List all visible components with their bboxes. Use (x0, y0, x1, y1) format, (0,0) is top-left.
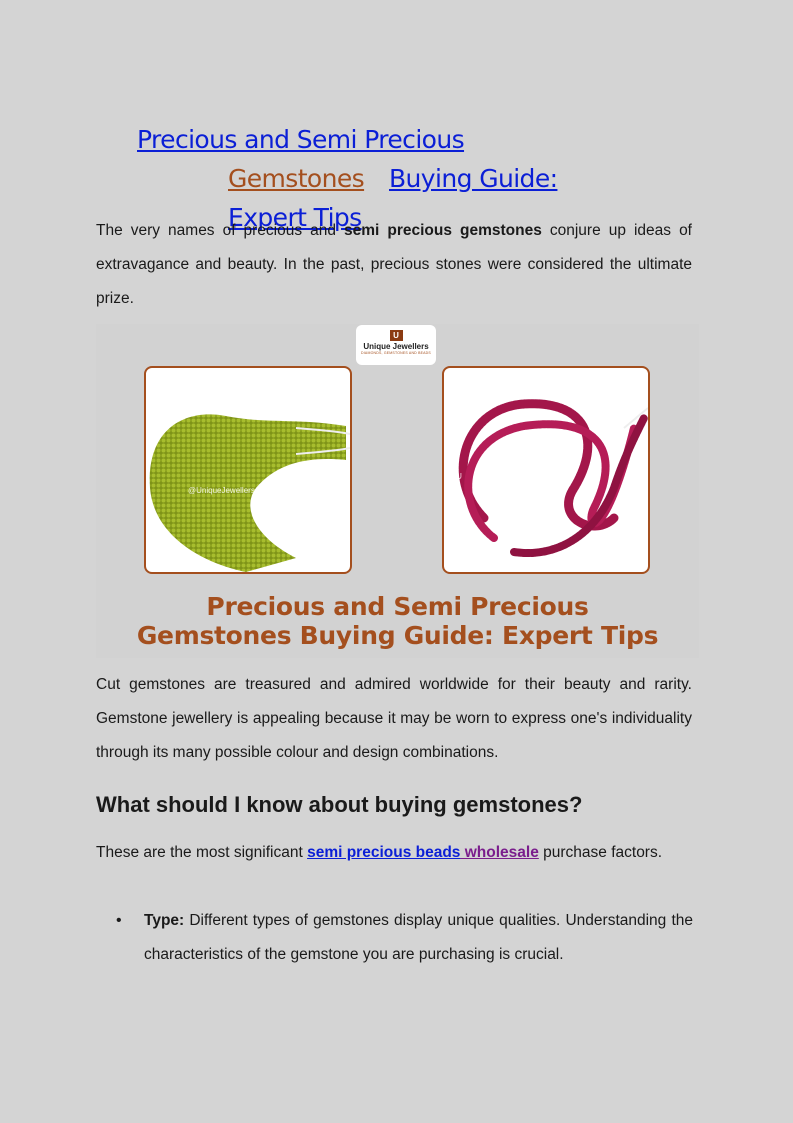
photo-watermark-right: @U (448, 472, 462, 481)
banner-title (96, 592, 699, 650)
photo-watermark-left: @UniqueJewellersJaipur.com (188, 486, 294, 495)
logo-tagline: DIAMONDS, GEMSTONES AND BEADS (361, 351, 431, 355)
logo-name: Unique Jewellers (363, 342, 429, 351)
link-wholesale[interactable]: wholesale (460, 844, 539, 861)
banner-title-line2: Gemstones Buying Guide: Expert Tips (136, 621, 659, 650)
ruby-beads-photo (442, 366, 650, 574)
paragraph-purchase-factors (96, 836, 692, 870)
factors-text-start: These are the most significant (96, 844, 308, 861)
intro-text-end: conjure up ideas of extravagance and beauty. In the past, precious stones were considered the ultimate prize. (96, 222, 692, 307)
bullet-icon: • (116, 912, 122, 929)
list-item (116, 904, 693, 972)
brand-logo (356, 325, 436, 365)
bullet-text: Different types of gemstones display unique qualities. Understanding the characteristics of the gemstone you are purchasing is crucial. (144, 912, 693, 963)
link-semi-precious-beads[interactable]: semi precious beads (307, 844, 461, 861)
title-link-part1[interactable]: Precious and Semi Precious (137, 125, 465, 154)
title-link-gemstones[interactable]: Gemstones (228, 164, 365, 193)
intro-paragraph (96, 214, 692, 316)
title-link-part3[interactable]: Expert Tips (228, 203, 362, 232)
gemstone-banner-image (96, 324, 699, 658)
banner-title-line1: Precious and Semi Precious (206, 592, 589, 621)
title-link-part2[interactable]: Buying Guide: (389, 164, 558, 193)
intro-text-start: The very names of precious and (96, 222, 345, 239)
green-beads-illustration (146, 368, 350, 572)
factors-text-end: purchase factors. (538, 844, 663, 861)
section-heading: What should I know about buying gemstones? (96, 792, 583, 817)
intro-bold-term: semi precious gemstones (344, 222, 542, 239)
logo-mark: U (390, 330, 403, 341)
green-beads-photo (144, 366, 352, 574)
bullet-label: Type: (144, 912, 185, 929)
ruby-beads-illustration (444, 368, 648, 572)
bullet-list (116, 904, 693, 972)
paragraph-gemstone-appeal: Cut gemstones are treasured and admired worldwide for their beauty and rarity. Gemstone jewellery is appealing because it may be worn to express one's individuality through its many possible colour and design combinations. (96, 676, 692, 761)
